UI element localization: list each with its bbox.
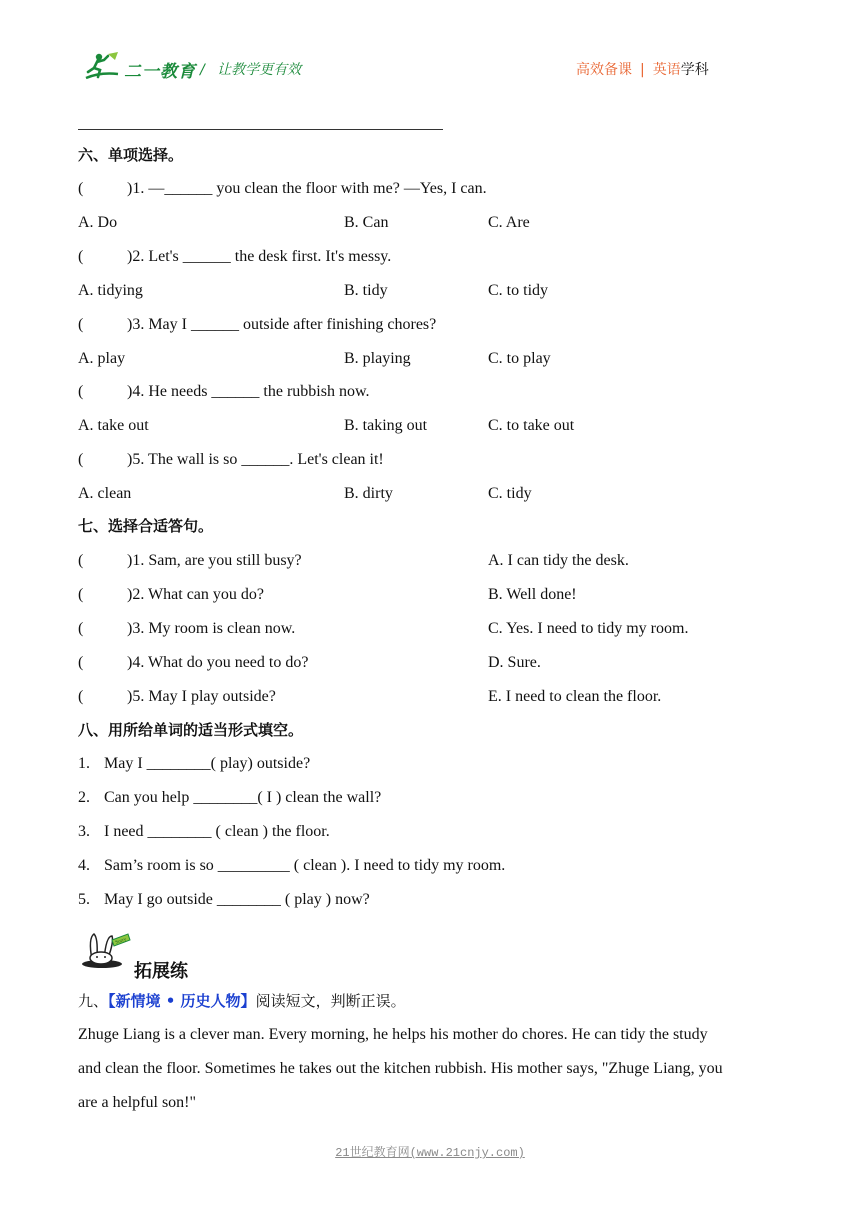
header-right-subject: 英语: [652, 62, 681, 78]
option-a: A. tidying: [78, 282, 143, 299]
item-number: 3.: [78, 823, 90, 840]
match-answer: D. Sure.: [488, 654, 541, 671]
option-a: A. play: [78, 350, 126, 367]
question-paren: (: [78, 248, 84, 265]
match-paren: (: [78, 586, 84, 603]
fill-blank-item: Can you help ________( I ) clean the wall?: [104, 789, 382, 806]
question-paren: (: [78, 383, 84, 400]
slogan-separator: /: [200, 62, 205, 78]
item-number: 1.: [78, 755, 90, 772]
footer: [0, 1143, 860, 1160]
slogan-text: 让教学更有效: [217, 62, 302, 78]
header-right-suffix: 学科: [680, 62, 709, 78]
match-question: )1. Sam, are you still busy?: [127, 552, 302, 569]
question-paren: (: [78, 180, 84, 197]
question-paren: (: [78, 451, 84, 468]
context-tag: 【新情境 • 历史人物】: [108, 992, 256, 1010]
footer-link[interactable]: 21世纪教育网(www.21cnjy.com): [335, 1146, 525, 1160]
question-text: )1. —______ you clean the floor with me? —Yes, I can.: [127, 180, 487, 197]
slogan: [200, 59, 301, 79]
option-a: A. clean: [78, 485, 132, 502]
match-answer: C. Yes. I need to tidy my room.: [488, 620, 689, 637]
item-number: 2.: [78, 789, 90, 806]
match-question: )3. My room is clean now.: [127, 620, 296, 637]
bunny-sign-text: Sorry: [115, 937, 128, 946]
match-paren: (: [78, 552, 84, 569]
extension-title: 拓展练: [134, 961, 188, 982]
option-b: B. Can: [344, 214, 389, 231]
question-text: )4. He needs ______ the rubbish now.: [127, 383, 370, 400]
header-right-separator: |: [640, 62, 645, 78]
match-answer: A. I can tidy the desk.: [488, 552, 629, 569]
match-question: )4. What do you need to do?: [127, 654, 309, 671]
match-question: )5. May I play outside?: [127, 688, 276, 705]
option-c: C. tidy: [488, 485, 532, 502]
match-question: )2. What can you do?: [127, 586, 264, 603]
question-text: )5. The wall is so ______. Let's clean it!: [127, 451, 384, 468]
passage-line: are a helpful son!": [78, 1094, 197, 1111]
section-6-title: 六、单项选择。: [78, 146, 184, 164]
logo: [82, 50, 122, 82]
match-paren: (: [78, 620, 84, 637]
option-a: A. Do: [78, 214, 118, 231]
option-b: B. taking out: [344, 417, 428, 434]
match-paren: (: [78, 654, 84, 671]
section-9-instruction: 阅读短文，判断正误。: [255, 992, 406, 1010]
option-b: B. tidy: [344, 282, 388, 299]
section-9-prefix: 九、: [78, 992, 109, 1010]
match-answer: E. I need to clean the floor.: [488, 688, 662, 705]
question-text: )3. May I ______ outside after finishing chores?: [127, 316, 437, 333]
fill-blank-item: I need ________ ( clean ) the floor.: [104, 823, 330, 840]
option-c: C. to play: [488, 350, 551, 367]
option-c: C. Are: [488, 214, 530, 231]
option-c: C. to take out: [488, 417, 575, 434]
fill-blank-item: Sam’s room is so _________ ( clean ). I need to tidy my room.: [104, 857, 506, 874]
option-b: B. dirty: [344, 485, 393, 502]
bunny-icon: [78, 926, 134, 970]
question-text: )2. Let's ______ the desk first. It's messy.: [127, 248, 392, 265]
match-answer: B. Well done!: [488, 586, 577, 603]
header-right-a: 高效备课: [576, 62, 632, 78]
logo-text: 二一教育: [124, 62, 196, 82]
item-number: 5.: [78, 891, 90, 908]
passage-line: and clean the floor. Sometimes he takes out the kitchen rubbish. His mother says, "Zhuge Liang, you: [78, 1060, 723, 1077]
option-a: A. take out: [78, 417, 149, 434]
question-paren: (: [78, 316, 84, 333]
option-c: C. to tidy: [488, 282, 549, 299]
section-8-title: 八、用所给单词的适当形式填空。: [78, 721, 304, 739]
fill-blank-item: May I go outside ________ ( play ) now?: [104, 891, 370, 908]
section-7-title: 七、选择合适答句。: [78, 517, 214, 535]
option-b: B. playing: [344, 350, 411, 367]
header-divider: [78, 129, 443, 130]
item-number: 4.: [78, 857, 90, 874]
fill-blank-item: May I ________( play) outside?: [104, 755, 311, 772]
subject-label: [576, 59, 709, 79]
match-paren: (: [78, 688, 84, 705]
runner-logo-icon: [82, 50, 122, 82]
section-9-title: [78, 990, 406, 1011]
passage-line: Zhuge Liang is a clever man. Every morning, he helps his mother do chores. He can tidy the study: [78, 1026, 708, 1043]
